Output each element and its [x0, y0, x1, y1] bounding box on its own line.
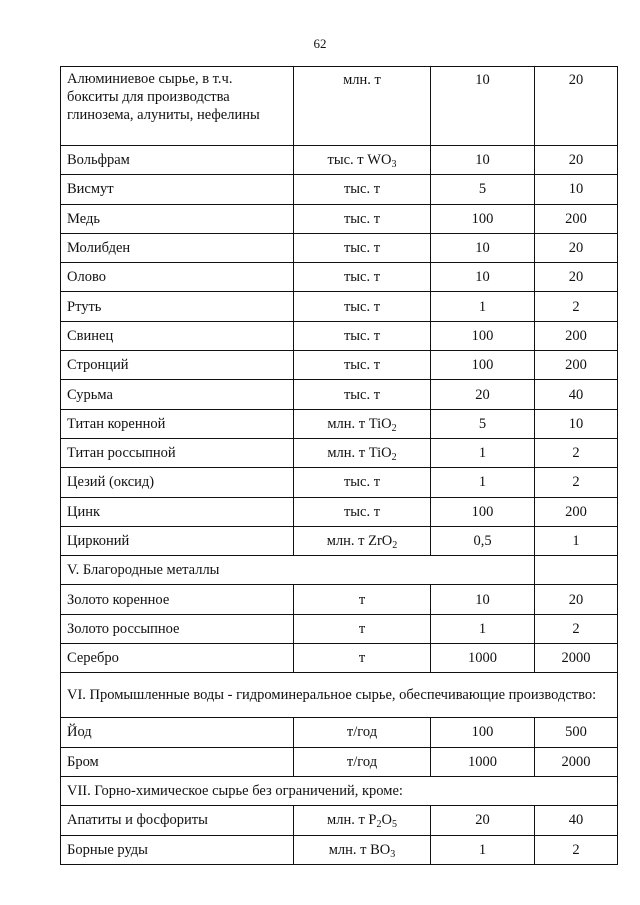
unit-cell	[294, 351, 431, 380]
unit-cell-text: тыс. т	[343, 474, 381, 491]
table-row	[61, 380, 618, 409]
unit-subscript: 2	[391, 422, 397, 434]
value-2-cell	[535, 233, 618, 262]
table-row	[61, 67, 618, 146]
unit-subscript: 2	[376, 819, 382, 831]
resource-name-cell	[61, 644, 294, 673]
value-2-cell-text: 20	[568, 240, 584, 257]
value-2-cell-text: 20	[568, 152, 584, 169]
value-2-cell	[535, 409, 618, 438]
unit-subscript: 3	[390, 848, 396, 860]
resource-name-cell-text: Ртуть	[67, 298, 102, 315]
value-2-cell	[535, 204, 618, 233]
value-1-cell-text: 1000	[468, 650, 497, 667]
unit-cell-text: тыс. т	[343, 210, 381, 227]
resource-name-cell-text: Свинец	[67, 327, 114, 344]
table-row	[61, 204, 618, 233]
section-heading: VI. Промышленные воды - гидроминеральное сырье, обеспечивающие производство:	[61, 673, 618, 718]
unit-subscript: 3	[391, 159, 397, 171]
unit-subscript: 5	[391, 819, 397, 831]
unit-cell	[294, 292, 431, 321]
value-1-cell-text: 5	[478, 181, 487, 198]
unit-cell	[294, 614, 431, 643]
value-1-cell-text: 5	[478, 415, 487, 432]
value-1-cell	[431, 806, 535, 835]
unit-cell-text: млн. т	[343, 72, 381, 88]
resource-name-cell	[61, 263, 294, 292]
unit-suffix: O	[381, 812, 392, 829]
value-2-cell	[535, 67, 618, 146]
value-1-cell-text: 10	[475, 591, 490, 608]
resource-name-cell	[61, 351, 294, 380]
unit-cell-text: тыс. т	[343, 357, 381, 374]
table-row	[61, 585, 618, 614]
resource-name-cell	[61, 438, 294, 467]
value-1-cell-text: 100	[471, 503, 494, 520]
resource-name-cell-text: Титан россыпной	[67, 445, 176, 462]
table-row	[61, 806, 618, 835]
unit-cell-text: тыс. т	[343, 298, 381, 315]
value-2-cell-text: 10	[568, 415, 584, 432]
unit-cell	[294, 204, 431, 233]
unit-cell-text: млн. т BO	[328, 841, 391, 858]
table-row	[61, 321, 618, 350]
unit-cell-text: т/год	[346, 724, 378, 741]
unit-cell-text: т/год	[346, 753, 378, 770]
resource-name-cell-text: Золото россыпное	[67, 620, 180, 637]
value-1-cell	[431, 468, 535, 497]
value-2-cell-text: 2	[572, 298, 580, 315]
resource-name-cell-text: Медь	[67, 210, 100, 227]
table-row	[61, 747, 618, 776]
table-row	[61, 673, 618, 718]
value-2-cell-text: 2	[572, 474, 580, 491]
value-1-cell-text: 10	[475, 152, 490, 169]
value-2-cell-text: 40	[568, 386, 584, 403]
value-1-cell	[431, 835, 535, 864]
resource-name-cell	[61, 526, 294, 555]
resource-name-cell	[61, 380, 294, 409]
value-1-cell-text: 10	[475, 72, 490, 88]
value-1-cell	[431, 526, 535, 555]
unit-cell-text: тыс. т	[343, 327, 381, 344]
resource-name-cell	[61, 67, 294, 146]
unit-cell-text: тыс. т	[343, 240, 381, 257]
unit-cell-text: млн. т P	[327, 812, 377, 829]
resource-name-cell-text: Бром	[67, 753, 99, 770]
table-row	[61, 468, 618, 497]
resource-name-cell	[61, 718, 294, 747]
resources-table	[60, 66, 618, 865]
unit-cell-text: тыс. т	[343, 181, 381, 198]
value-1-cell	[431, 175, 535, 204]
value-2-cell	[535, 292, 618, 321]
value-1-cell	[431, 718, 535, 747]
table-row	[61, 233, 618, 262]
section-heading: VII. Горно-химическое сырье без ограничений, кроме:	[61, 776, 618, 805]
value-1-cell	[431, 614, 535, 643]
value-2-cell	[535, 468, 618, 497]
value-1-cell	[431, 497, 535, 526]
value-2-cell	[535, 644, 618, 673]
value-1-cell	[431, 146, 535, 175]
unit-subscript: 2	[391, 452, 397, 464]
unit-cell-text: млн. т TiO	[327, 415, 392, 432]
unit-cell	[294, 263, 431, 292]
resource-name-cell-text: Алюминиевое сырье, в т.ч. бокситы для производства глинозема, алуниты, нефелины	[67, 71, 260, 123]
unit-cell-text: тыс. т	[343, 503, 381, 520]
resource-name-cell-text: Олово	[67, 269, 106, 286]
value-2-cell	[535, 497, 618, 526]
unit-cell-text: т	[358, 591, 366, 608]
value-2-cell	[535, 718, 618, 747]
resource-name-cell-text: Апатиты и фосфориты	[67, 812, 208, 829]
value-2-cell	[535, 526, 618, 555]
value-1-cell-text: 1	[478, 620, 487, 637]
resource-name-cell	[61, 468, 294, 497]
value-2-cell-text: 20	[568, 269, 584, 286]
resource-name-cell-text: Цезий (оксид)	[67, 474, 155, 491]
value-1-cell	[431, 263, 535, 292]
resource-name-cell	[61, 321, 294, 350]
resource-name-cell	[61, 497, 294, 526]
value-2-cell-text: 2000	[561, 650, 591, 667]
unit-cell	[294, 585, 431, 614]
value-1-cell	[431, 380, 535, 409]
value-2-cell	[535, 747, 618, 776]
value-2-cell-text: 2000	[561, 753, 591, 770]
value-2-cell-text: 2	[572, 841, 580, 858]
value-2-cell-text: 500	[565, 724, 587, 741]
unit-cell-text: тыс. т	[343, 269, 381, 286]
value-2-cell-text: 200	[565, 357, 587, 374]
resource-name-cell-text: Вольфрам	[67, 152, 130, 169]
unit-cell	[294, 146, 431, 175]
value-2-cell-text: 2	[572, 620, 580, 637]
unit-cell	[294, 718, 431, 747]
value-2-cell-text: 200	[565, 327, 587, 344]
resource-name-cell	[61, 806, 294, 835]
unit-cell	[294, 644, 431, 673]
table-row	[61, 497, 618, 526]
resource-name-cell	[61, 585, 294, 614]
page-number: 62	[313, 36, 327, 51]
resource-name-cell-text: Цирконий	[67, 533, 130, 549]
resource-name-cell	[61, 292, 294, 321]
resource-name-cell-text: Висмут	[67, 181, 114, 198]
value-2-cell	[535, 806, 618, 835]
value-2-cell-text: 1	[572, 533, 580, 549]
value-1-cell-text: 1	[478, 474, 487, 491]
value-1-cell	[431, 585, 535, 614]
value-1-cell-text: 1	[478, 298, 487, 315]
unit-cell-text: млн. т TiO	[327, 445, 392, 462]
unit-cell	[294, 526, 431, 555]
value-1-cell	[431, 438, 535, 467]
resource-name-cell	[61, 409, 294, 438]
value-2-cell	[535, 835, 618, 864]
unit-cell	[294, 497, 431, 526]
table-row	[61, 351, 618, 380]
empty-cell	[535, 556, 618, 585]
table-row	[61, 146, 618, 175]
resource-name-cell-text: Молибден	[67, 240, 131, 257]
value-1-cell-text: 20	[475, 812, 490, 829]
resource-name-cell-text: Йод	[67, 724, 92, 741]
table-row	[61, 614, 618, 643]
unit-cell-text: т	[358, 620, 366, 637]
value-2-cell-text: 200	[565, 503, 587, 520]
value-1-cell-text: 1000	[468, 753, 497, 770]
value-2-cell	[535, 351, 618, 380]
resource-name-cell-text: Серебро	[67, 650, 119, 667]
value-1-cell-text: 0,5	[473, 533, 492, 549]
resource-name-cell	[61, 835, 294, 864]
value-1-cell	[431, 67, 535, 146]
unit-cell-text: тыс. т	[343, 386, 381, 403]
value-2-cell	[535, 380, 618, 409]
table-row	[61, 175, 618, 204]
unit-cell	[294, 67, 431, 146]
resource-name-cell-text: Цинк	[67, 503, 101, 520]
value-2-cell-text: 40	[568, 812, 584, 829]
resource-name-cell-text: Сурьма	[67, 386, 113, 403]
unit-cell	[294, 233, 431, 262]
unit-cell-text: млн. т ZrO	[326, 533, 393, 549]
unit-cell	[294, 175, 431, 204]
value-1-cell-text: 100	[471, 327, 494, 344]
value-1-cell-text: 10	[475, 269, 490, 286]
value-2-cell	[535, 263, 618, 292]
value-2-cell-text: 20	[568, 591, 584, 608]
value-1-cell	[431, 321, 535, 350]
value-1-cell	[431, 233, 535, 262]
resource-name-cell	[61, 204, 294, 233]
value-2-cell-text: 200	[565, 210, 587, 227]
value-1-cell	[431, 747, 535, 776]
resource-name-cell	[61, 146, 294, 175]
value-1-cell-text: 10	[475, 240, 490, 257]
value-1-cell-text: 1	[478, 445, 487, 462]
value-2-cell	[535, 146, 618, 175]
table-row	[61, 263, 618, 292]
table-row	[61, 292, 618, 321]
unit-subscript: 2	[392, 540, 398, 551]
resource-name-cell	[61, 747, 294, 776]
value-1-cell-text: 100	[471, 357, 494, 374]
unit-cell	[294, 321, 431, 350]
table-row	[61, 526, 618, 555]
value-2-cell	[535, 585, 618, 614]
resource-name-cell-text: Борные руды	[67, 841, 148, 858]
table-row	[61, 556, 618, 585]
value-2-cell	[535, 321, 618, 350]
unit-cell-text: тыс. т WO	[327, 152, 392, 169]
table-row	[61, 438, 618, 467]
resource-name-cell-text: Стронций	[67, 357, 129, 374]
unit-cell	[294, 468, 431, 497]
table-row	[61, 776, 618, 805]
resource-name-cell-text: Золото коренное	[67, 591, 170, 608]
resource-name-cell	[61, 614, 294, 643]
value-2-cell-text: 20	[568, 72, 584, 88]
unit-cell	[294, 806, 431, 835]
resource-name-cell	[61, 175, 294, 204]
unit-cell	[294, 409, 431, 438]
value-2-cell	[535, 175, 618, 204]
value-1-cell	[431, 204, 535, 233]
value-1-cell	[431, 409, 535, 438]
unit-cell-text: т	[358, 650, 366, 667]
value-2-cell	[535, 614, 618, 643]
value-1-cell-text: 20	[475, 386, 490, 403]
unit-cell	[294, 747, 431, 776]
table-row	[61, 409, 618, 438]
resource-name-cell-text: Титан коренной	[67, 415, 166, 432]
value-1-cell-text: 1	[478, 841, 487, 858]
value-1-cell	[431, 351, 535, 380]
unit-cell	[294, 438, 431, 467]
table-row	[61, 718, 618, 747]
value-2-cell-text: 2	[572, 445, 580, 462]
value-1-cell	[431, 292, 535, 321]
unit-cell	[294, 835, 431, 864]
value-1-cell-text: 100	[471, 210, 494, 227]
section-heading: V. Благородные металлы	[61, 556, 535, 585]
value-2-cell-text: 10	[568, 181, 584, 198]
value-2-cell	[535, 438, 618, 467]
resource-name-cell	[61, 233, 294, 262]
table-row	[61, 644, 618, 673]
table-row	[61, 835, 618, 864]
unit-cell	[294, 380, 431, 409]
value-1-cell	[431, 644, 535, 673]
value-1-cell-text: 100	[471, 724, 494, 741]
